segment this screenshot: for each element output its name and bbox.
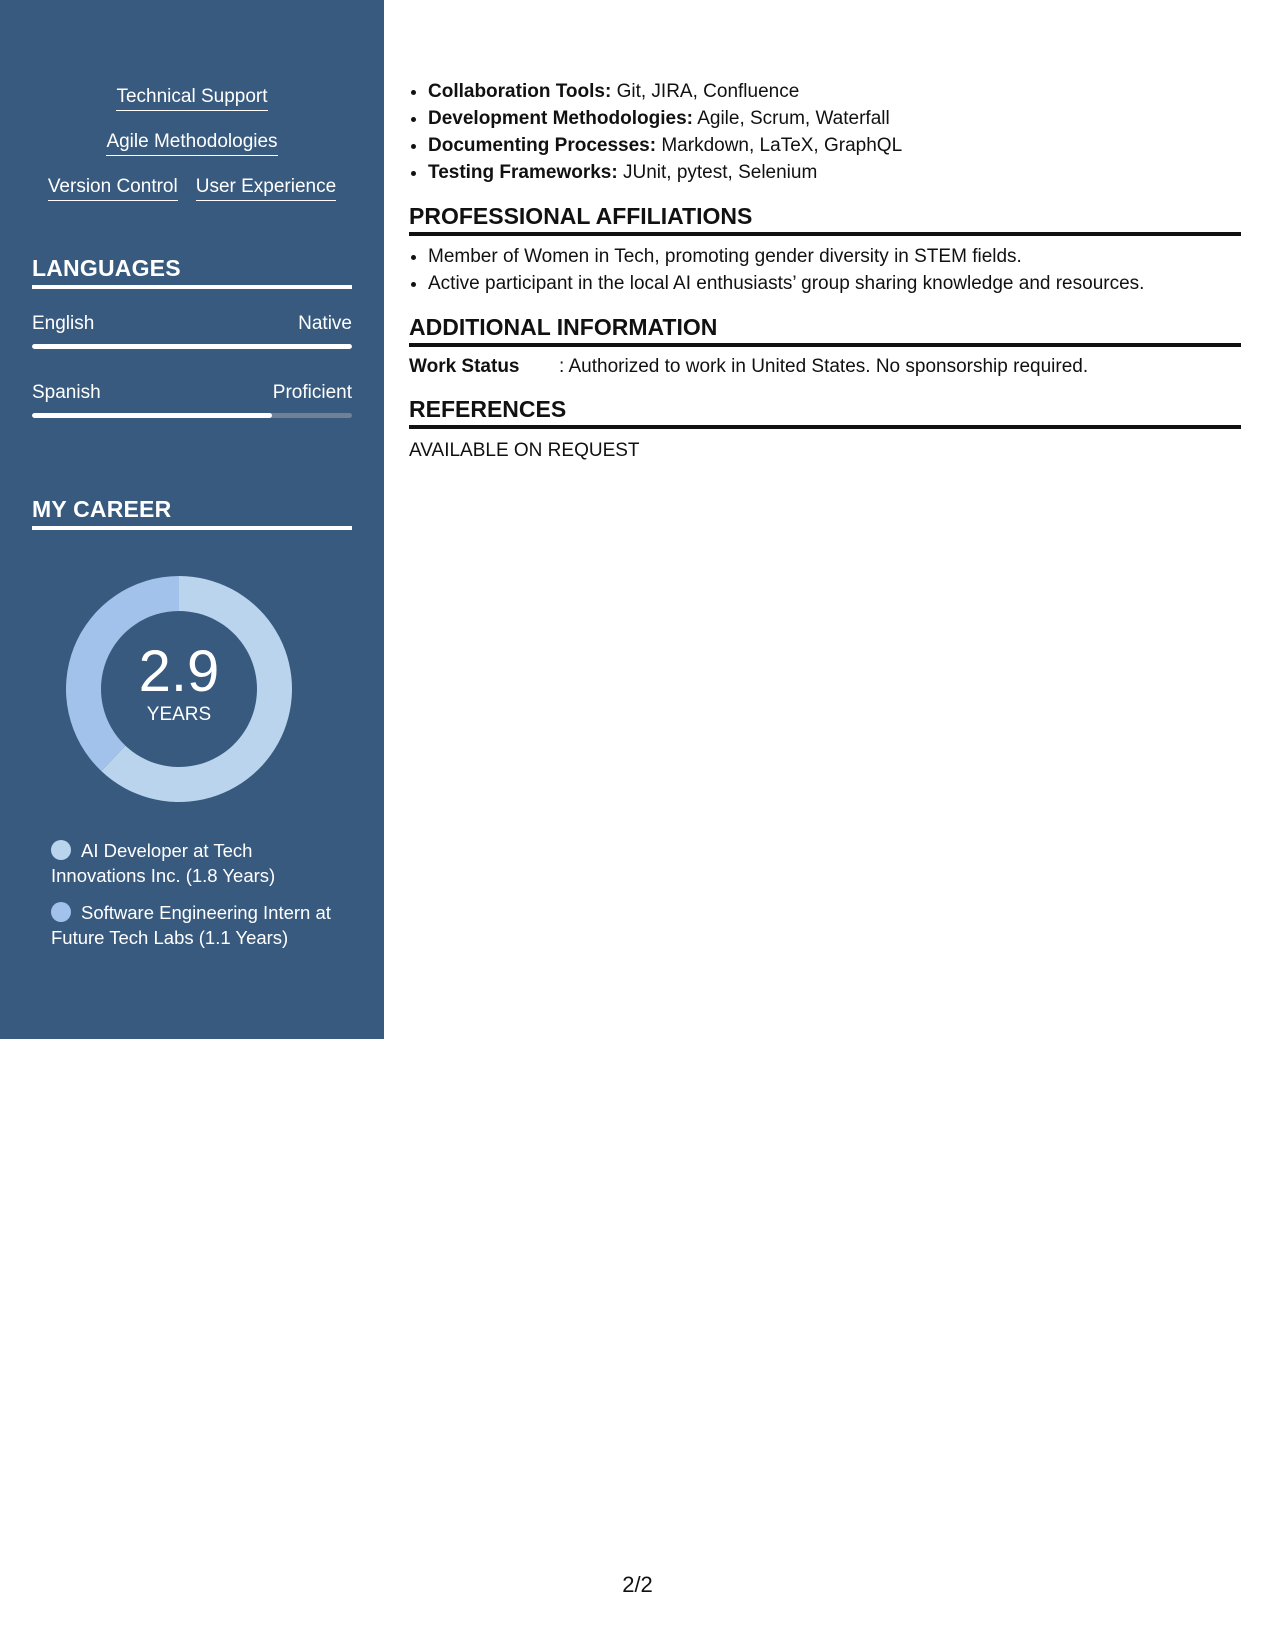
skill-item <box>428 132 1241 159</box>
skill-tag-technical-support: Technical Support <box>116 86 267 111</box>
references-heading: REFERENCES <box>409 395 1241 429</box>
language-name: Spanish <box>32 382 101 403</box>
language-level: Native <box>298 313 352 334</box>
skill-item <box>428 159 1241 186</box>
sidebar <box>0 0 384 1039</box>
skill-value: Agile, Scrum, Waterfall <box>692 108 890 129</box>
language-bar-track <box>32 413 352 418</box>
skill-name: Documenting Processes: <box>428 135 657 156</box>
skill-name: Development Methodologies: <box>428 108 693 129</box>
language-row <box>32 382 352 404</box>
affiliations-list <box>409 243 1241 297</box>
skill-tag-agile-methodologies: Agile Methodologies <box>106 131 277 156</box>
career-legend <box>51 838 341 962</box>
skill-tag-row <box>0 86 384 111</box>
career-total-unit: YEARS <box>146 704 212 725</box>
skill-item <box>428 105 1241 132</box>
career-donut-chart <box>66 576 292 802</box>
legend-dot-icon <box>51 840 71 860</box>
skill-tag-version-control: Version Control <box>48 176 178 201</box>
skill-value: Markdown, LaTeX, GraphQL <box>656 135 903 156</box>
career-donut-center <box>66 576 292 802</box>
career-heading: MY CAREER <box>32 495 352 530</box>
career-legend-label: Software Engineering Intern at Future Tech Labs (1.1 Years) <box>51 902 331 948</box>
work-status-value: : Authorized to work in United States. No sponsorship required. <box>559 356 1089 377</box>
skill-name: Collaboration Tools: <box>428 81 612 102</box>
technical-skills-list <box>409 78 1241 186</box>
affiliation-item: • Active participant in the local AI enthusiasts’ group sharing knowledge and resources. <box>428 270 1241 297</box>
affiliations-heading: PROFESSIONAL AFFILIATIONS <box>409 202 1241 236</box>
main-content <box>409 78 1241 463</box>
skill-tag-row <box>0 131 384 156</box>
affiliation-item: • Member of Women in Tech, promoting gender diversity in STEM fields. <box>428 243 1241 270</box>
language-bar-fill <box>32 413 272 418</box>
language-bar-fill <box>32 344 352 349</box>
additional-info-heading: ADDITIONAL INFORMATION <box>409 313 1241 347</box>
skill-value: JUnit, pytest, Selenium <box>617 162 818 183</box>
skill-name: Testing Frameworks: <box>428 162 618 183</box>
skill-tags <box>0 86 384 221</box>
languages-heading: LANGUAGES <box>32 254 352 289</box>
work-status-label: Work Status <box>409 356 520 377</box>
skill-tag-user-experience: User Experience <box>196 176 336 201</box>
language-level: Proficient <box>272 382 352 403</box>
page-number: 2/2 <box>622 1572 653 1597</box>
language-row <box>32 313 352 335</box>
career-legend-item <box>51 838 341 888</box>
references-text: AVAILABLE ON REQUEST <box>409 440 640 461</box>
skill-tag-row <box>0 176 384 201</box>
language-bar-track <box>32 344 352 349</box>
skill-item <box>428 78 1241 105</box>
career-legend-item <box>51 900 341 950</box>
legend-dot-icon <box>51 902 71 922</box>
language-spanish <box>32 382 352 418</box>
language-name: English <box>32 313 95 334</box>
skill-value: Git, JIRA, Confluence <box>611 81 800 102</box>
language-english <box>32 313 352 349</box>
career-total-years: 2.9 <box>138 639 220 704</box>
career-legend-label: AI Developer at Tech Innovations Inc. (1.8 Years) <box>51 840 276 886</box>
work-status-row <box>409 354 1241 379</box>
